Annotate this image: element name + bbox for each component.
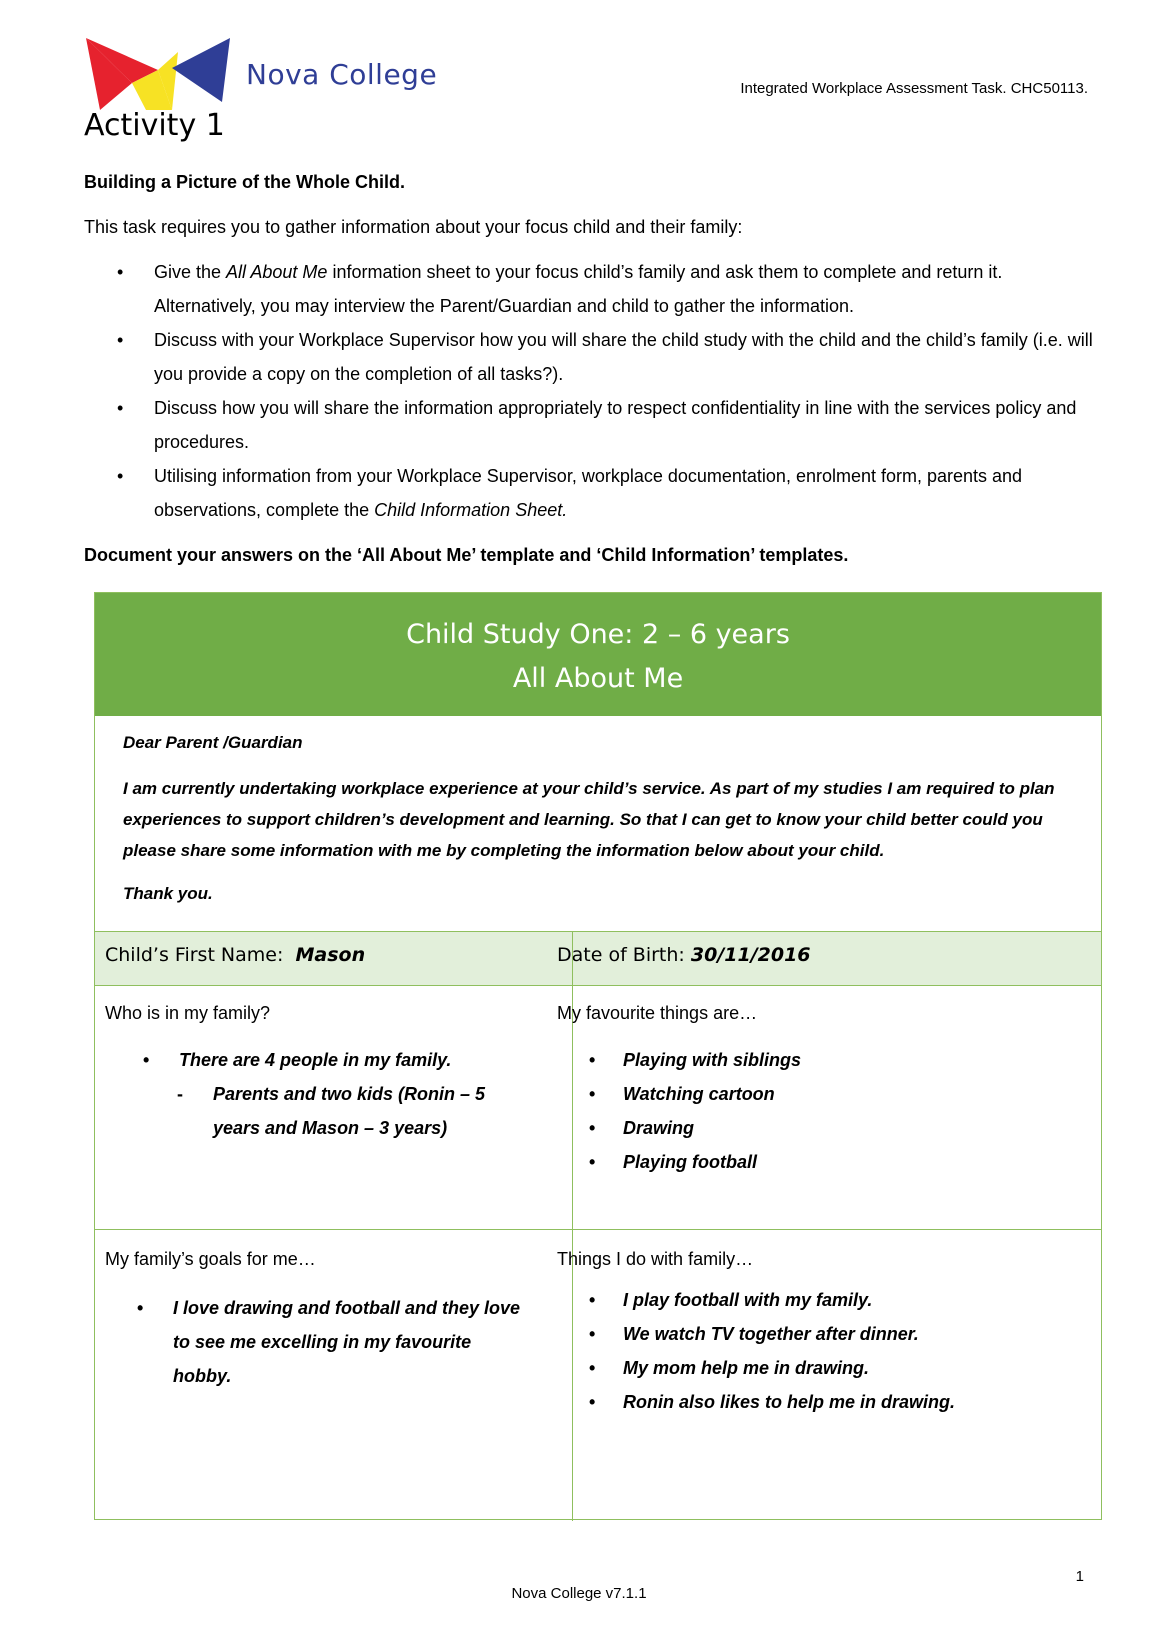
all-about-me-template — [94, 592, 1102, 1520]
list-item: • There are 4 people in my family. — [143, 1043, 563, 1077]
list-item: • Ronin also likes to help me in drawing. — [589, 1385, 1089, 1419]
list-item: - Parents and two kids (Ronin – 5 — [143, 1077, 563, 1111]
list-item: • Playing with siblings — [589, 1043, 1069, 1077]
list-item: • Watching cartoon — [589, 1077, 1069, 1111]
first-name-field: Child’s First Name: Mason — [105, 944, 366, 966]
first-name-value: Mason — [295, 944, 366, 966]
bullet-icon: • — [589, 1358, 596, 1378]
list-item: • Playing football — [589, 1145, 1069, 1179]
task-item: • Utilising information from your Workplace Supervisor, workplace documentation, enrolment form, parents and observations, complete the Child Information Sheet. — [84, 459, 1094, 527]
letter-salutation: Dear Parent /Guardian — [123, 733, 303, 752]
bullet-icon: • — [589, 1118, 596, 1138]
bullet-icon: • — [117, 262, 124, 282]
document-note: Document your answers on the ‘All About Me’ template and ‘Child Information’ templates. — [84, 545, 849, 565]
goals-list — [137, 1291, 567, 1393]
list-item: • My mom help me in drawing. — [589, 1351, 1089, 1385]
list-item: hobby. — [173, 1366, 232, 1386]
list-item: • We watch TV together after dinner. — [589, 1317, 1089, 1351]
dob-value: 30/11/2016 — [690, 944, 811, 966]
row-divider — [95, 1229, 1101, 1230]
things-title: Things I do with family… — [557, 1249, 754, 1269]
banner-title: Child Study One: 2 – 6 years — [406, 619, 790, 650]
list-item: • Drawing — [589, 1111, 1069, 1145]
favourites-title: My favourite things are… — [557, 1003, 758, 1023]
list-item: • I play football with my family. — [589, 1283, 1089, 1317]
bullet-icon: • — [589, 1084, 596, 1104]
dob-field: Date of Birth: 30/11/2016 — [557, 944, 811, 966]
bullet-icon: • — [589, 1392, 596, 1412]
list-item: years and Mason – 3 years) — [213, 1118, 448, 1138]
family-title: Who is in my family? — [105, 1003, 271, 1023]
footer-text: Nova College v7.1.1 — [511, 1585, 647, 1602]
bullet-icon: • — [589, 1290, 596, 1310]
letter-body: I am currently undertaking workplace experience at your child’s service. As part of my studies I am required to plan experiences to support children’s development and learning. So that I can get to know your child better could you please share some information with me by completing the information below about your child. — [123, 779, 1055, 860]
parent-letter — [123, 733, 1083, 904]
bullet-icon: • — [137, 1298, 144, 1318]
subheading: Building a Picture of the Whole Child. — [84, 172, 405, 192]
task-list — [84, 255, 1094, 527]
logo-blue-shape — [172, 38, 230, 102]
family-list — [143, 1043, 563, 1145]
intro-text: This task requires you to gather information about your focus child and their family: — [84, 217, 743, 237]
task-item: • Discuss how you will share the information appropriately to respect confidentiality in line with the services policy and procedures. — [84, 391, 1094, 459]
assessment-title: Integrated Workplace Assessment Task. CHC50113. — [740, 80, 1088, 97]
brand-name: Nova College — [246, 58, 438, 91]
task-item: • Discuss with your Workplace Supervisor how you will share the child study with the child and the child’s family (i.e. will you provide a copy on the completion of all tasks?). — [84, 323, 1094, 391]
list-item: • I love drawing and football and they love — [137, 1291, 567, 1325]
list-item: to see me excelling in my favourite — [173, 1332, 472, 1352]
letter-closing: Thank you. — [123, 884, 213, 903]
goals-title: My family’s goals for me… — [105, 1249, 316, 1269]
bullet-icon: • — [589, 1050, 596, 1070]
favourites-list — [589, 1043, 1069, 1179]
bullet-icon: • — [117, 466, 124, 486]
task-item: • Give the All About Me information sheet to your focus child’s family and ask them to complete and return it. Alternatively, you may interview the Parent/Guardian and child to gather the information. — [84, 255, 1094, 323]
page-number: 1 — [1075, 1568, 1084, 1585]
banner-subtitle: All About Me — [512, 663, 684, 694]
bullet-icon: • — [117, 398, 124, 418]
bullet-icon: • — [589, 1324, 596, 1344]
dash-icon: - — [177, 1084, 183, 1104]
activity-title: Activity 1 — [84, 108, 225, 143]
bullet-icon: • — [117, 330, 124, 350]
template-banner — [95, 593, 1101, 716]
bullet-icon: • — [143, 1050, 150, 1070]
bullet-icon: • — [589, 1152, 596, 1172]
things-list — [589, 1283, 1089, 1419]
